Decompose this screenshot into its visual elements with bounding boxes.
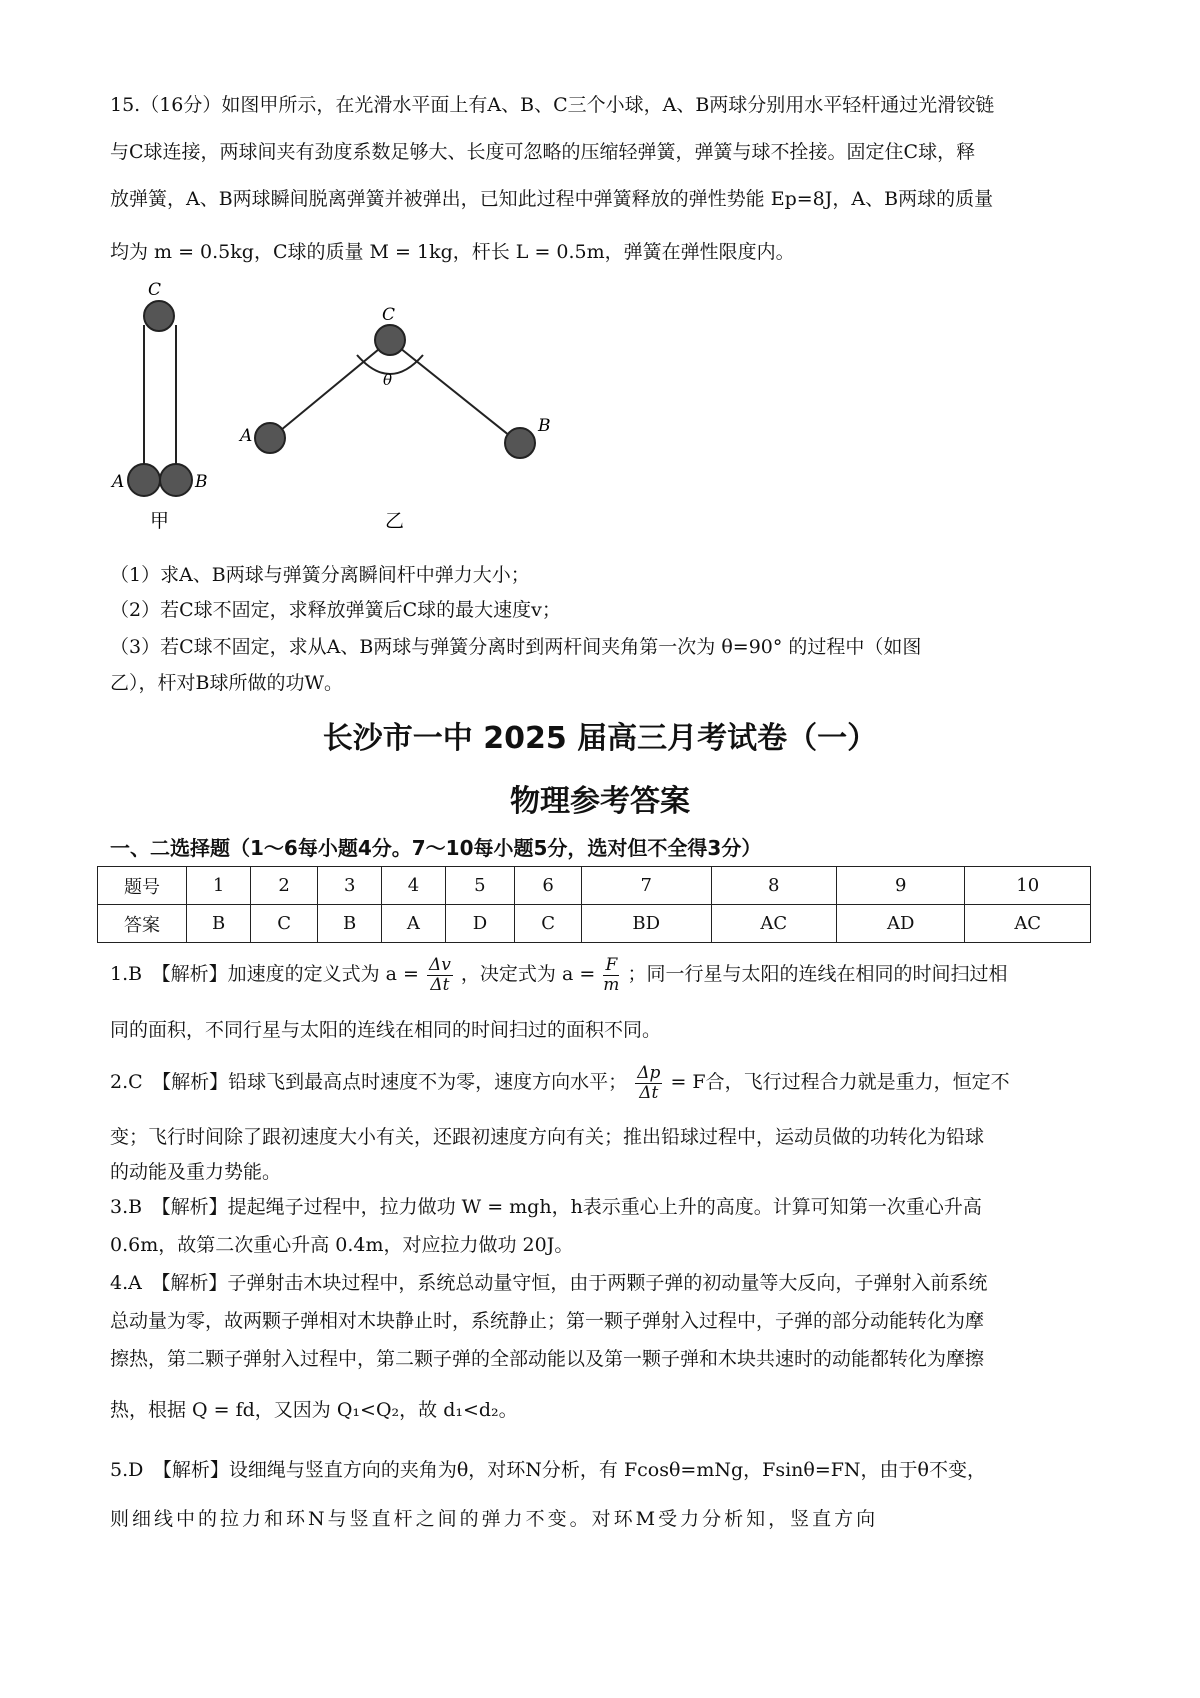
table-cell: 9 xyxy=(836,867,964,905)
ball-c-fixed xyxy=(144,301,174,331)
figure-jia xyxy=(110,280,208,532)
q15-sub-1: （1）求A、B两球与弹簧分离瞬间杆中弹力大小； xyxy=(110,564,530,586)
ball-a-jia xyxy=(128,464,160,496)
answer-table xyxy=(97,866,1091,943)
q15-line-1: 15.（16分）如图甲所示，在光滑水平面上有A、B、C三个小球，A、B两球分别用水平轻杆通过光滑铰链 xyxy=(110,94,995,116)
ball-b-yi xyxy=(505,428,535,458)
ball-c-free xyxy=(375,325,405,355)
table-row-numbers xyxy=(98,867,1091,905)
label-a-yi: A xyxy=(240,426,253,446)
explanation-3-line-2: 0.6m，故第二次重心升高 0.4m，对应拉力做功 20J。 xyxy=(110,1234,574,1256)
table-cell: BD xyxy=(582,905,712,943)
table-head-number: 题号 xyxy=(98,867,187,905)
fraction-f-m xyxy=(603,956,619,994)
ball-a-yi xyxy=(255,423,285,453)
explanation-5-line-2: 则细线中的拉力和环N与竖直杆之间的弹力不变。对环M受力分析知，竖直方向 xyxy=(110,1508,879,1530)
table-cell: 5 xyxy=(445,867,515,905)
table-cell: 8 xyxy=(711,867,836,905)
q15-figure xyxy=(110,280,630,545)
fraction-dp-dt xyxy=(635,1064,662,1102)
explanation-2-line-1 xyxy=(110,1060,1100,1104)
table-cell: C xyxy=(515,905,582,943)
answer-title: 物理参考答案 xyxy=(510,784,690,819)
table-cell: C xyxy=(251,905,318,943)
label-yi: 乙 xyxy=(385,510,405,532)
table-head-answer: 答案 xyxy=(98,905,187,943)
table-cell: 1 xyxy=(187,867,251,905)
table-cell: 2 xyxy=(251,867,318,905)
explanation-1-line-2: 同的面积，不同行星与太阳的连线在相同的时间扫过的面积不同。 xyxy=(110,1019,662,1041)
table-cell: 3 xyxy=(318,867,382,905)
fraction-dv-dt xyxy=(427,956,453,994)
ball-b-jia xyxy=(160,464,192,496)
table-row-answers xyxy=(98,905,1091,943)
fraction-denominator: m xyxy=(603,974,620,995)
explanation-4-line-1: 4.A 【解析】子弹射击木块过程中，系统总动量守恒，由于两颗子弹的初动量等大反向，子弹射入前系统 xyxy=(110,1272,988,1294)
table-cell: B xyxy=(187,905,251,943)
label-b-yi: B xyxy=(538,416,551,436)
table-cell: 10 xyxy=(965,867,1091,905)
table-cell: B xyxy=(318,905,382,943)
label-jia: 甲 xyxy=(150,510,170,532)
fraction-denominator: Δt xyxy=(430,974,450,995)
q15-line-2: 与C球连接，两球间夹有劲度系数足够大、长度可忽略的压缩轻弹簧，弹簧与球不拴接。固定住C球，释 xyxy=(110,141,976,163)
explanation-5-line-1: 5.D 【解析】设细绳与竖直方向的夹角为θ，对环N分析，有 Fcosθ=mNg，Fsinθ=FN，由于θ不变， xyxy=(110,1459,986,1481)
table-cell: D xyxy=(445,905,515,943)
q15-line-3: 放弹簧，A、B两球瞬间脱离弹簧并被弹出，已知此过程中弹簧释放的弹性势能 Ep=8J，A、B两球的质量 xyxy=(110,188,994,210)
fraction-denominator: Δt xyxy=(639,1082,659,1103)
label-theta: θ xyxy=(383,371,393,389)
fraction-numerator: F xyxy=(603,956,619,976)
label-c-yi: C xyxy=(382,305,396,325)
explanation-4-line-4: 热，根据 Q = fd，又因为 Q₁<Q₂，故 d₁<d₂。 xyxy=(110,1399,518,1421)
explanation-4-line-2: 总动量为零，故两颗子弹相对木块静止时，系统静止；第一颗子弹射入过程中，子弹的部分动能转化为摩 xyxy=(110,1310,985,1332)
label-a-jia: A xyxy=(112,472,125,492)
explanation-1-text-b: ，决定式为 a = xyxy=(460,963,596,985)
fraction-numerator: Δp xyxy=(637,1062,661,1083)
explanation-1-line-1 xyxy=(110,952,1100,996)
explanation-2-line-2: 变；飞行时间除了跟初速度大小有关，还跟初速度方向有关；推出铅球过程中，运动员做的功转化为铅球 xyxy=(110,1126,985,1148)
explanation-3-line-1: 3.B 【解析】提起绳子过程中，拉力做功 W = mgh，h表示重心上升的高度。计算可知第一次重心升高 xyxy=(110,1196,982,1218)
table-cell: 6 xyxy=(515,867,582,905)
table-cell: A xyxy=(382,905,445,943)
q15-sub-3b: 乙），杆对B球所做的功W。 xyxy=(110,672,343,694)
explanation-2-text-b: = F合，飞行过程合力就是重力，恒定不 xyxy=(670,1071,1010,1093)
table-cell: 4 xyxy=(382,867,445,905)
q15-line-4: 均为 m = 0.5kg，C球的质量 M = 1kg，杆长 L = 0.5m，弹簧在弹性限度内。 xyxy=(110,241,795,263)
table-cell: AD xyxy=(836,905,964,943)
explanation-1-text-c: ；同一行星与太阳的连线在相同的时间扫过相 xyxy=(627,963,1008,985)
fraction-numerator: Δv xyxy=(428,954,451,975)
explanation-2-text-a: 2.C 【解析】铅球飞到最高点时速度不为零，速度方向水平； xyxy=(110,1071,628,1093)
exam-title: 长沙市一中 2025 届高三月考试卷（一） xyxy=(322,721,878,756)
table-cell: AC xyxy=(711,905,836,943)
figure-yi xyxy=(238,305,551,532)
label-c-jia: C xyxy=(148,280,162,300)
explanation-2-line-3: 的动能及重力势能。 xyxy=(110,1161,282,1183)
section-heading: 一、二选择题（1～6每小题4分。7～10每小题5分，选对但不全得3分） xyxy=(110,836,762,860)
label-b-jia: B xyxy=(195,472,208,492)
q15-sub-2: （2）若C球不固定，求释放弹簧后C球的最大速度v； xyxy=(110,599,561,621)
explanation-4-line-3: 擦热，第二颗子弹射入过程中，第二颗子弹的全部动能以及第一颗子弹和木块共速时的动能都转化为摩擦 xyxy=(110,1348,985,1370)
q15-sub-3a: （3）若C球不固定，求从A、B两球与弹簧分离时到两杆间夹角第一次为 θ=90° 的过程中（如图 xyxy=(110,636,922,658)
table-cell: 7 xyxy=(582,867,712,905)
explanation-1-text-a: 1.B 【解析】加速度的定义式为 a = xyxy=(110,963,419,985)
table-cell: AC xyxy=(965,905,1091,943)
